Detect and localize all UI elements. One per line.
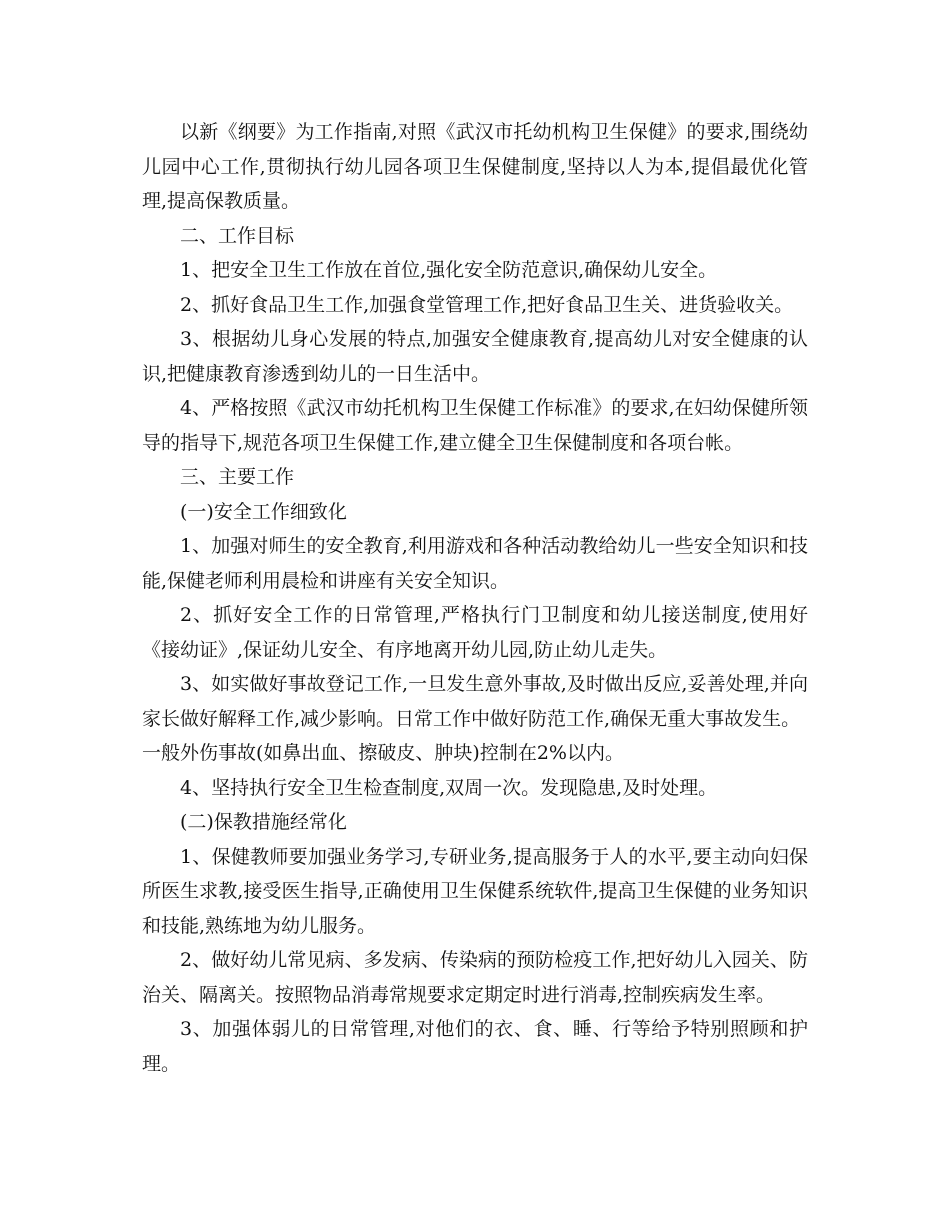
care-item-3: 3、加强体弱儿的日常管理,对他们的衣、食、睡、行等给予特别照顾和护理。 — [142, 1018, 808, 1075]
safety-item-3: 3、如实做好事故登记工作,一旦发生意外事故,及时做出反应,妥善处理,并向家长做好解释工作,减少影响。日常工作中做好防范工作,确保无重大事故发生。 — [142, 673, 808, 730]
heading-main-work: 三、主要工作 — [180, 466, 295, 488]
subheading-safety-work: (一)安全工作细致化 — [180, 500, 347, 523]
care-item-1: 1、保健教师要加强业务学习,专研业务,提高服务于人的水平,要主动向妇保所医生求教,接受医生指导,正确使用卫生保健系统软件,提高卫生保健的业务知识和技能,熟练地为幼儿服务。 — [142, 845, 808, 937]
subheading-care-measures: (二)保教措施经常化 — [180, 811, 347, 833]
care-item-2: 2、做好幼儿常见病、多发病、传染病的预防检疫工作,把好幼儿入园关、防治关、隔离关。按照物品消毒常规要求定期定时进行消毒,控制疾病发生率。 — [142, 949, 808, 1006]
goal-item-2: 2、抓好食品卫生工作,加强食堂管理工作,把好食品卫生关、进货验收关。 — [180, 293, 794, 316]
goal-item-3: 3、根据幼儿身心发展的特点,加强安全健康教育,提高幼儿对安全健康的认识,把健康教育渗透到幼儿的一日生活中。 — [142, 328, 808, 385]
paragraph-intro: 以新《纲要》为工作指南,对照《武汉市托幼机构卫生保健》的要求,围绕幼儿园中心工作,贯彻执行幼儿园各项卫生保健制度,坚持以人为本,提倡最优化管理,提高保教质量。 — [142, 121, 808, 212]
safety-item-2: 2、抓好安全工作的日常管理,严格执行门卫制度和幼儿接送制度,使用好《接幼证》,保证幼儿安全、有序地离开幼儿园,防止幼儿走失。 — [142, 604, 808, 661]
goal-item-4: 4、严格按照《武汉市幼托机构卫生保健工作标准》的要求,在妇幼保健所领导的指导下,规范各项卫生保健工作,建立健全卫生保健制度和各项台帐。 — [142, 397, 808, 454]
safety-item-4: 4、坚持执行安全卫生检查制度,双周一次。发现隐患,及时处理。 — [180, 776, 718, 799]
heading-work-goals: 二、工作目标 — [180, 224, 295, 247]
goal-item-1: 1、把安全卫生工作放在首位,强化安全防范意识,确保幼儿安全。 — [180, 259, 718, 281]
safety-item-1: 1、加强对师生的安全教育,利用游戏和各种活动教给幼儿一些安全知识和技能,保健老师利用晨检和讲座有关安全知识。 — [142, 535, 808, 592]
safety-item-3-continued: 一般外伤事故(如鼻出血、擦破皮、肿块)控制在2%以内。 — [142, 742, 624, 764]
